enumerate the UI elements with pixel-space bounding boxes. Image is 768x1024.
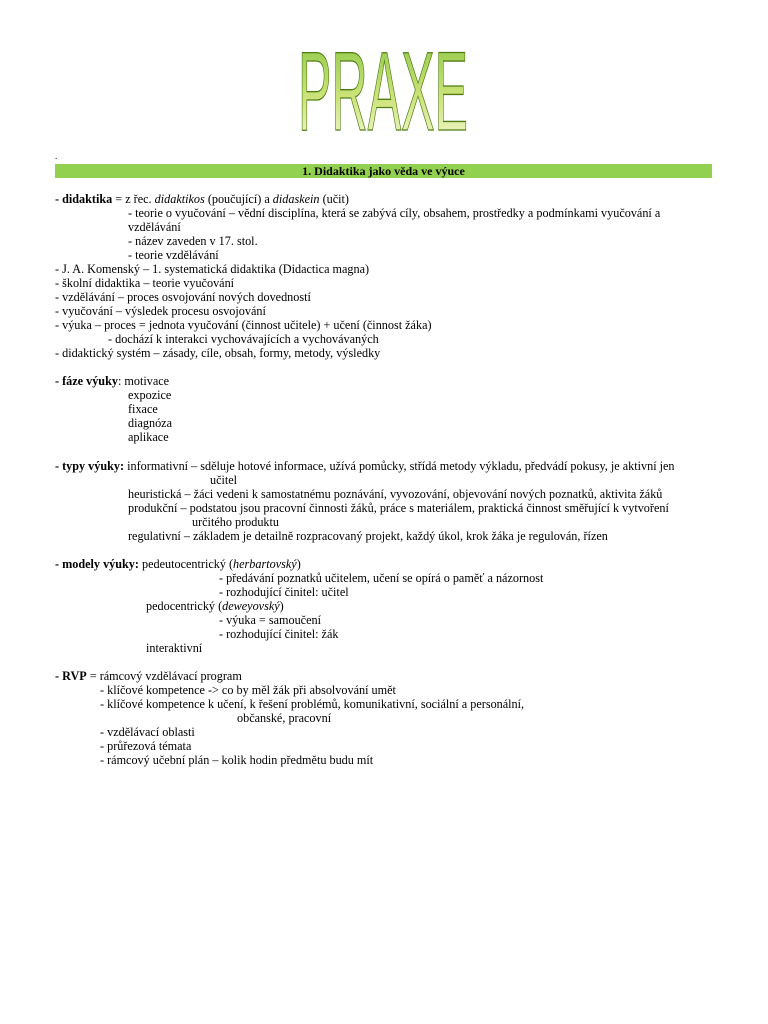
- modely-heading: [55, 557, 301, 571]
- rvp-item: - rámcový učební plán – kolik hodin předmětu budu mít: [100, 753, 374, 767]
- model-1-pre: pedeutocentrický (: [138, 557, 234, 571]
- model-2-pre: pedocentrický (: [146, 599, 223, 613]
- model-1-name: herbartovský: [233, 557, 297, 571]
- faze-heading: [55, 374, 169, 388]
- didaktika-word2: didaskein: [272, 192, 320, 206]
- rvp-item: - vzdělávací oblasti: [100, 725, 195, 739]
- rvp-item: - klíčové kompetence -> co by měl žák při absolvování umět: [100, 683, 396, 697]
- faze-item: expozice: [128, 388, 172, 402]
- faze-label: - fáze výuky: [55, 374, 118, 388]
- model-1-item: - předávání poznatků učitelem, učení se opírá o paměť a názornost: [219, 571, 544, 585]
- didaktika-definition: [55, 192, 349, 206]
- faze-item: aplikace: [128, 430, 169, 444]
- model-3: interaktivní: [146, 641, 203, 655]
- model-2-name: deweyovský: [222, 599, 280, 613]
- rvp-label: - RVP: [55, 669, 87, 683]
- rvp-item: - klíčové kompetence k učení, k řešení problémů, komunikativní, sociální a personální,: [100, 697, 525, 711]
- faze-sep: :: [117, 374, 125, 388]
- paragraph-marker: .: [55, 151, 58, 161]
- faze-item: motivace: [124, 374, 170, 388]
- section-title: 1. Didaktika jako věda ve výuce: [55, 164, 712, 178]
- rvp-item: občanské, pracovní: [237, 711, 332, 725]
- list-item: - J. A. Komenský – 1. systematická didaktika (Didactica magna): [55, 262, 370, 276]
- didaktika-term: - didaktika: [55, 192, 113, 206]
- list-item: - dochází k interakci vychovávajících a vychovávaných: [108, 332, 379, 346]
- didaktika-mid: (poučující) a: [204, 192, 273, 206]
- didaktika-end: (učit): [319, 192, 349, 206]
- didaktika-item: - teorie o vyučování – vědní disciplína, která se zabývá cíly, obsahem, prostředky a podmínkami vyučování a: [128, 206, 661, 220]
- typy-heading: [55, 459, 675, 473]
- praxe-logo: [294, 29, 472, 154]
- rvp-def: = rámcový vzdělávací program: [86, 669, 242, 683]
- typy-line: určitého produktu: [192, 515, 279, 529]
- typy-line: informativní – sděluje hotové informace, užívá pomůcky, střídá metody výkladu, předvádí pokusy, je aktivní jen: [124, 459, 675, 473]
- modely-label: - modely výuky:: [55, 557, 139, 571]
- faze-item: diagnóza: [128, 416, 172, 430]
- typy-line: produkční – podstatou jsou pracovní činnosti žáků, práce s materiálem, praktická činnost směřující k vytvoření: [128, 501, 669, 515]
- didaktika-word1: didaktikos: [154, 192, 205, 206]
- typy-line: regulativní – základem je detailně rozpracovaný projekt, každý úkol, krok žáka je regulován, řízen: [128, 529, 608, 543]
- list-item: - školní didaktika – teorie vyučování: [55, 276, 235, 290]
- list-item: - vzdělávání – proces osvojování nových dovedností: [55, 290, 311, 304]
- model-1-post: ): [296, 557, 301, 571]
- didaktika-item: - teorie vzdělávání: [128, 248, 219, 262]
- model-2-item: - rozhodující činitel: žák: [219, 627, 339, 641]
- list-item: - didaktický systém – zásady, cíle, obsah, formy, metody, výsledky: [55, 346, 381, 360]
- didaktika-item: - název zaveden v 17. stol.: [128, 234, 258, 248]
- didaktika-eq: = z řec.: [112, 192, 155, 206]
- model-2-post: ): [279, 599, 284, 613]
- rvp-item: - průřezová témata: [100, 739, 192, 753]
- faze-item: fixace: [128, 402, 158, 416]
- model-2: [146, 599, 284, 613]
- typy-label: - typy výuky:: [55, 459, 125, 473]
- typy-line: heuristická – žáci vedeni k samostatnému poznávání, vyvozování, objevování nových poznatků, aktivita žáků: [128, 487, 663, 501]
- didaktika-item: vzdělávání: [128, 220, 181, 234]
- model-1-item: - rozhodující činitel: učitel: [219, 585, 349, 599]
- list-item: - vyučování – výsledek procesu osvojování: [55, 304, 266, 318]
- typy-line: učitel: [210, 473, 238, 487]
- rvp-heading: [55, 669, 242, 683]
- logo-text: PRAXE: [298, 29, 468, 154]
- model-2-item: - výuka = samoučení: [219, 613, 321, 627]
- list-item: - výuka – proces = jednota vyučování (činnost učitele) + učení (činnost žáka): [55, 318, 432, 332]
